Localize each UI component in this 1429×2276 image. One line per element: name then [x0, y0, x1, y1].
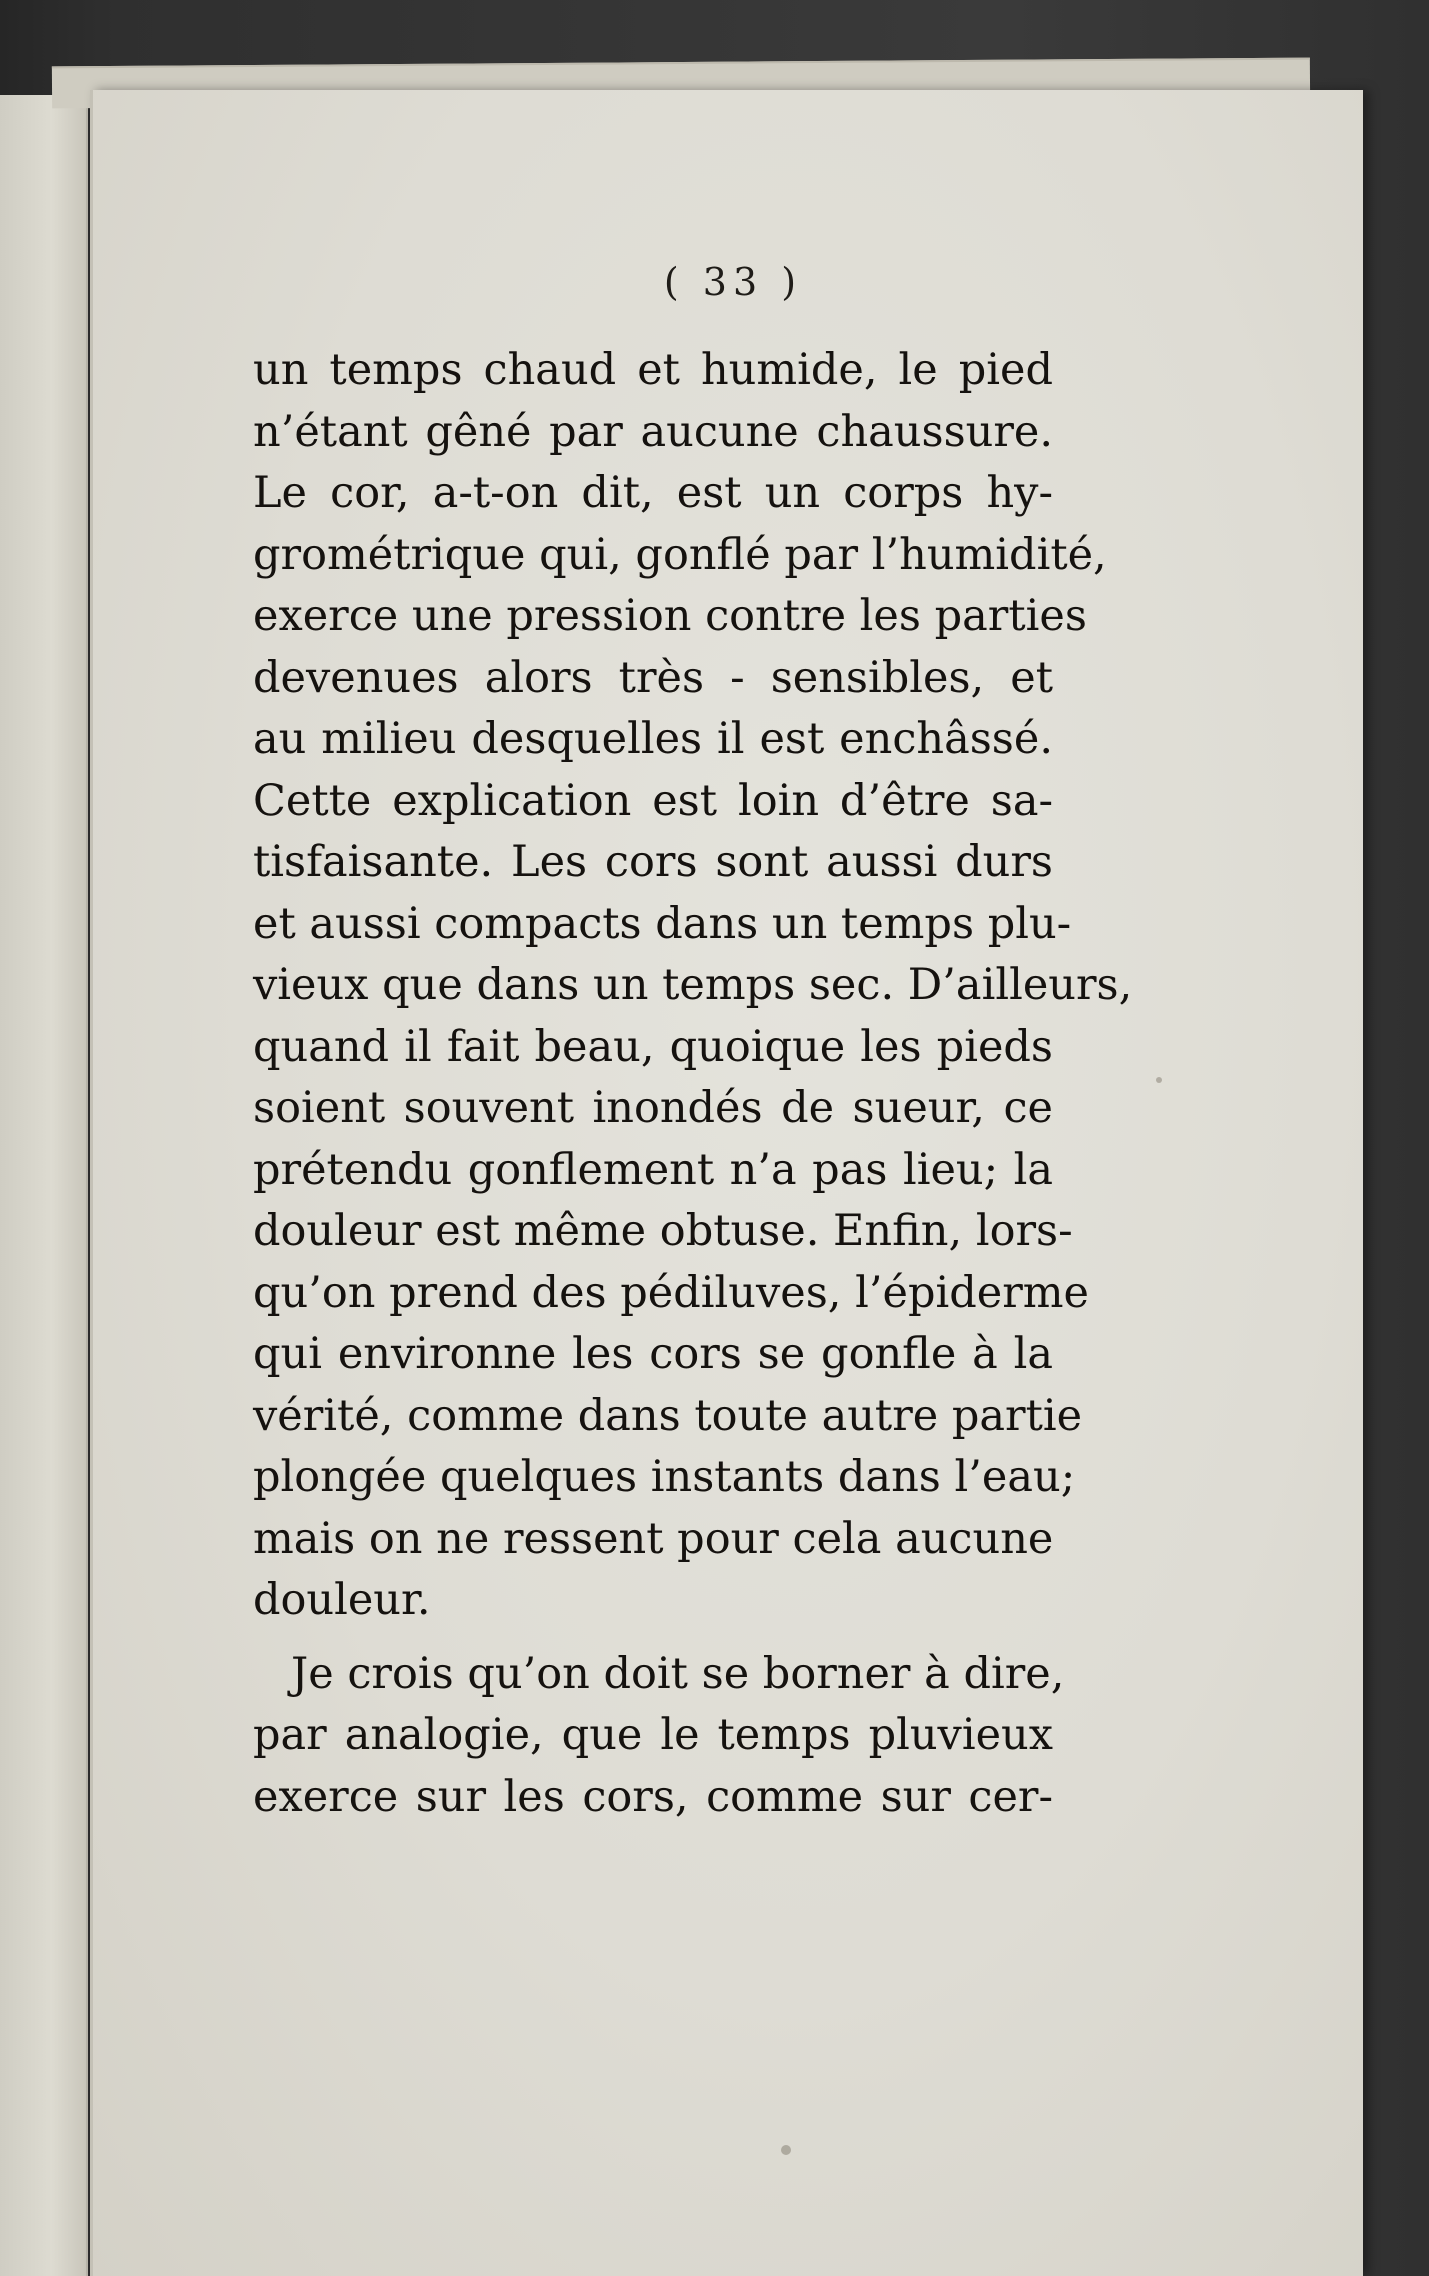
text-line: vérité, comme dans toute autre partie [253, 1390, 1083, 1441]
text-line: et aussi compacts dans un temps plu- [253, 898, 1072, 949]
text-line: douleur. [253, 1575, 431, 1625]
text-line: qu’on prend des pédiluves, l’épiderme [253, 1267, 1090, 1318]
paragraph-2 [253, 1644, 1065, 1829]
text-line: grométrique qui, gonflé par l’humidité, [253, 529, 1107, 580]
text-line: prétendu gonflement n’a pas lieu; la [253, 1144, 1053, 1195]
text-line: soient souvent inondés de sueur, ce [253, 1083, 1053, 1133]
text-line: n’étant gêné par aucune chaussure. [253, 406, 1053, 457]
text-line: par analogie, que le temps pluvieux [253, 1710, 1053, 1760]
book-page [90, 90, 1363, 2276]
paper-blemish [1156, 1077, 1162, 1083]
text-line: Cette explication est loin d’être sa- [253, 775, 1053, 826]
text-line: quand il fait beau, quoique les pieds [253, 1021, 1053, 1072]
paper-blemish [781, 2145, 791, 2155]
text-line: Je crois qu’on doit se borner à dire, [291, 1648, 1065, 1699]
text-line: tisfaisante. Les cors sont aussi durs [253, 837, 1053, 887]
text-line: qui environne les cors se gonfle à la [253, 1329, 1053, 1379]
paragraph-1 [253, 340, 1133, 1632]
text-line: un temps chaud et humide, le pied [253, 345, 1053, 395]
text-line: exerce sur les cors, comme sur cer- [253, 1771, 1053, 1822]
text-line: douleur est même obtuse. Enfin, lors- [253, 1206, 1073, 1256]
text-line: vieux que dans un temps sec. D’ailleurs, [253, 960, 1133, 1010]
body-text [253, 340, 1133, 1828]
page-number: ( 33 ) [663, 260, 803, 304]
text-line: mais on ne ressent pour cela aucune [253, 1513, 1054, 1564]
text-line: Le cor, a-t-on dit, est un corps hy- [253, 468, 1053, 518]
text-line: exerce une pression contre les parties [253, 591, 1087, 641]
paragraph-gap [253, 1632, 1053, 1644]
text-line: au milieu desquelles il est enchâssé. [253, 714, 1053, 764]
text-line: plongée quelques instants dans l’eau; [253, 1452, 1076, 1502]
facing-page-edge [0, 95, 88, 2276]
text-line: devenues alors très - sensibles, et [253, 652, 1053, 703]
